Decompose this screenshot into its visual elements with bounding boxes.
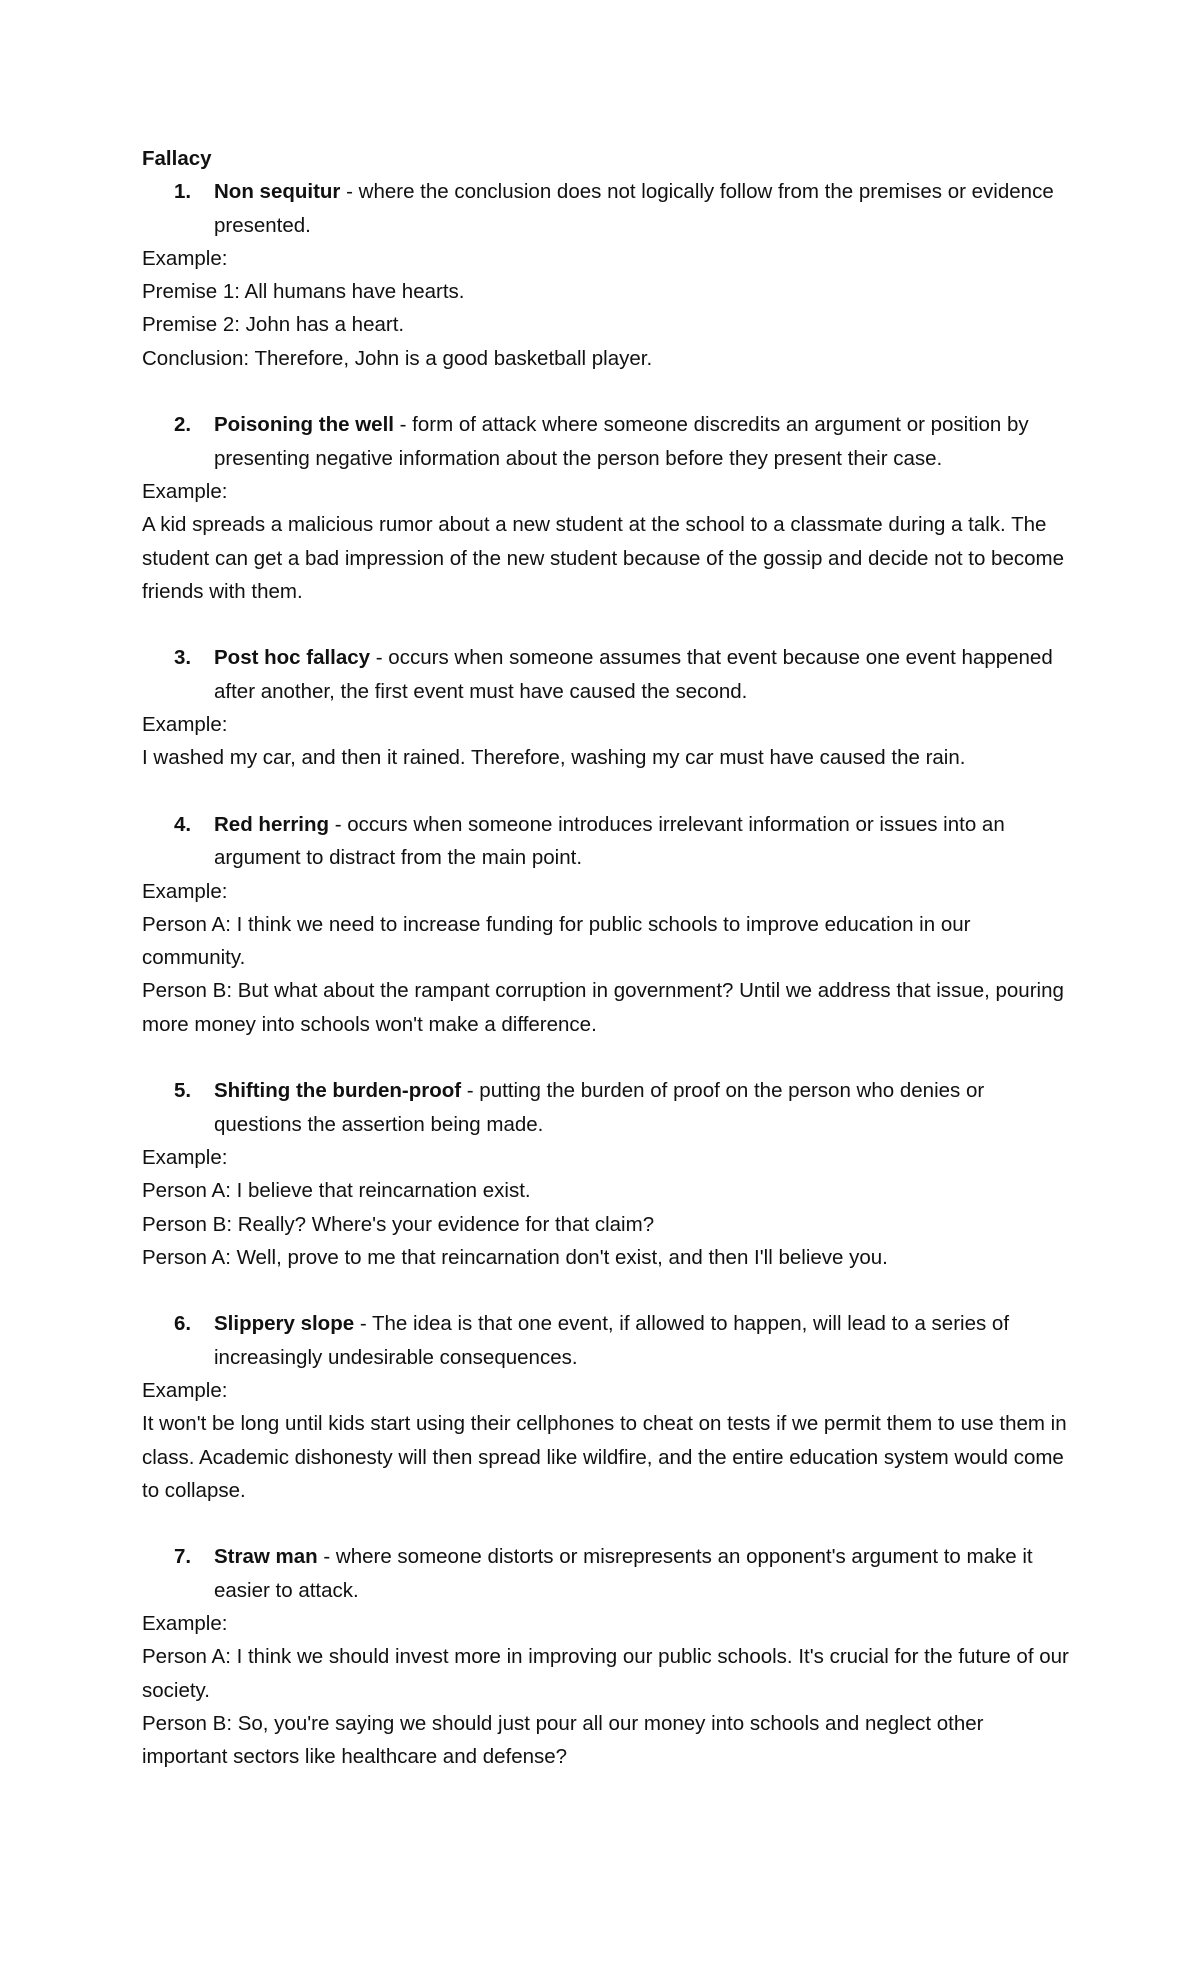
fallacy-item-7 xyxy=(142,1540,1072,1607)
example-line: Person B: So, you're saying we should just pour all our money into schools and neglect other important sectors like healthcare and defense? xyxy=(142,1711,984,1769)
example-label: Example: xyxy=(142,479,228,503)
fallacy-item-2 xyxy=(142,408,1072,475)
spacer xyxy=(142,775,1072,808)
fallacy-definition: - form of attack where someone discredits an argument or position by presenting negative information about the person before they present their case. xyxy=(214,413,1029,470)
spacer xyxy=(142,1274,1072,1307)
fallacy-definition: - putting the burden of proof on the person who denies or questions the assertion being made. xyxy=(214,1079,985,1136)
example-label: Example: xyxy=(142,879,228,903)
item-number: 6. xyxy=(174,1312,192,1336)
item-number: 4. xyxy=(174,812,192,836)
example-label: Example: xyxy=(142,1612,228,1636)
document-title: Fallacy xyxy=(142,147,212,170)
item-number: 1. xyxy=(174,180,192,204)
fallacy-term: Poisoning the well xyxy=(214,413,394,437)
example-label: Example: xyxy=(142,1145,228,1169)
example-label: Example: xyxy=(142,713,228,737)
fallacy-item-3 xyxy=(142,641,1072,708)
spacer xyxy=(142,608,1072,641)
fallacy-term: Red herring xyxy=(214,812,330,836)
example-line: Person A: I think we should invest more in improving our public schools. It's crucial for the future of our society. xyxy=(142,1645,1069,1702)
example-line: It won't be long until kids start using their cellphones to cheat on tests if we permit them to use them in class. Academic dishonesty will then spread like wildfire, and the entire education system would come to collapse. xyxy=(142,1412,1067,1502)
item-number: 5. xyxy=(174,1079,192,1103)
fallacy-definition: - where the conclusion does not logically follow from the premises or evidence presented. xyxy=(214,180,1054,237)
fallacy-term: Shifting the burden-proof xyxy=(214,1079,462,1103)
spacer xyxy=(142,1041,1072,1074)
example-line: I washed my car, and then it rained. Therefore, washing my car must have caused the rain. xyxy=(142,746,966,770)
example-label: Example: xyxy=(142,246,228,270)
fallacy-item-4 xyxy=(142,808,1072,875)
fallacy-definition: - where someone distorts or misrepresents an opponent's argument to make it easier to attack. xyxy=(214,1545,1033,1602)
example-line: A kid spreads a malicious rumor about a new student at the school to a classmate during a talk. The student can get a bad impression of the new student because of the gossip and decide not to become friends with them. xyxy=(142,513,1064,603)
fallacy-item-5 xyxy=(142,1074,1072,1141)
example-line: Conclusion: Therefore, John is a good basketball player. xyxy=(142,346,653,370)
item-number: 3. xyxy=(174,646,192,670)
fallacy-definition: - The idea is that one event, if allowed to happen, will lead to a series of increasingly undesirable consequences. xyxy=(214,1312,1010,1369)
example-line: Person A: Well, prove to me that reincarnation don't exist, and then I'll believe you. xyxy=(142,1245,888,1269)
example-line: Person B: Really? Where's your evidence for that claim? xyxy=(142,1212,655,1236)
example-line: Person A: I believe that reincarnation exist. xyxy=(142,1179,531,1203)
fallacy-definition: - occurs when someone assumes that event because one event happened after another, the first event must have caused the second. xyxy=(214,646,1053,703)
fallacy-term: Post hoc fallacy xyxy=(214,646,371,670)
example-line: Person B: But what about the rampant corruption in government? Until we address that issue, pouring more money into schools won't make a difference. xyxy=(142,979,1064,1036)
fallacy-term: Straw man xyxy=(214,1545,318,1569)
example-line: Premise 1: All humans have hearts. xyxy=(142,280,465,304)
fallacy-item-6 xyxy=(142,1307,1072,1374)
example-line: Person A: I think we need to increase funding for public schools to improve education in our community. xyxy=(142,912,971,970)
item-number: 2. xyxy=(174,413,192,437)
fallacy-term: Non sequitur xyxy=(214,180,341,204)
example-line: Premise 2: John has a heart. xyxy=(142,313,405,337)
example-label: Example: xyxy=(142,1378,228,1402)
fallacy-item-1 xyxy=(142,175,1072,242)
spacer xyxy=(142,375,1072,408)
document-page xyxy=(142,142,1072,1774)
fallacy-term: Slippery slope xyxy=(214,1312,355,1336)
item-number: 7. xyxy=(174,1545,192,1569)
fallacy-definition: - occurs when someone introduces irrelevant information or issues into an argument to distract from the main point. xyxy=(214,812,1005,870)
spacer xyxy=(142,1507,1072,1540)
